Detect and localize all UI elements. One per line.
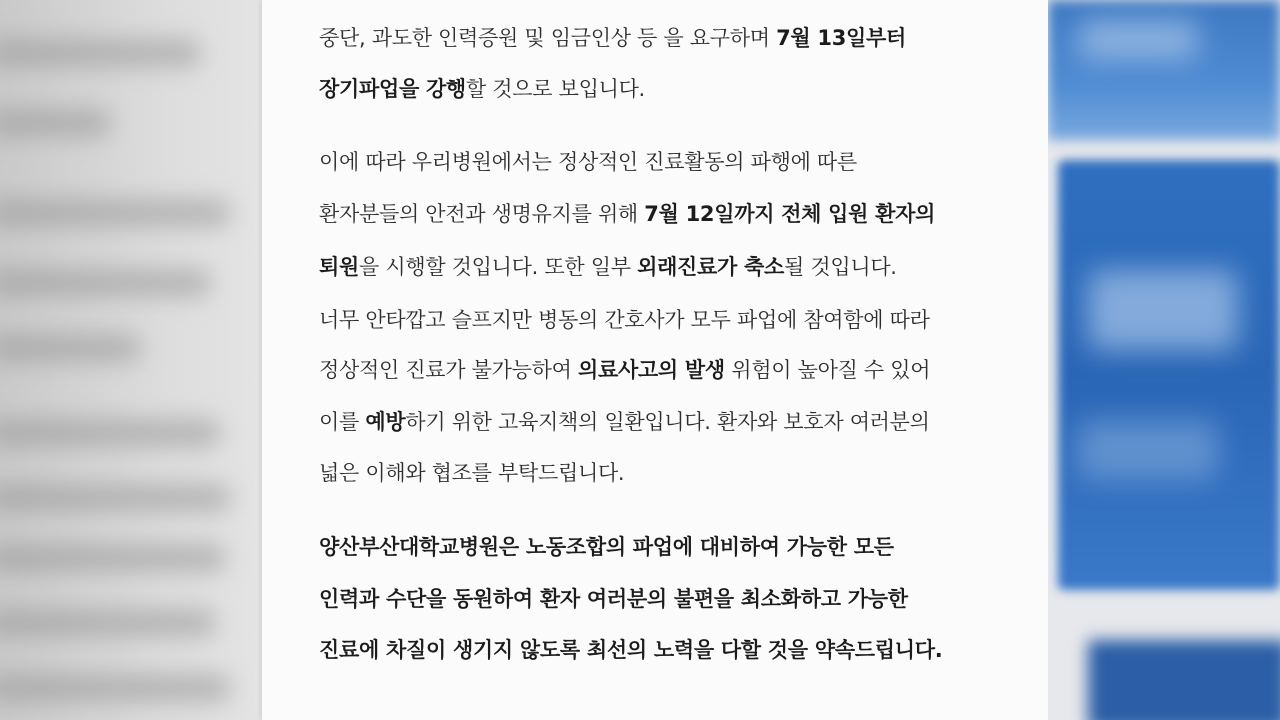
emphasized-text: 7월 12일까지 전체 입원 환자의 <box>644 202 936 226</box>
blurred-shape <box>1088 270 1238 350</box>
emphasized-text: 외래진료가 축소 <box>637 255 784 279</box>
blurred-text-line <box>0 335 140 361</box>
emphasized-text: 인력과 수단을 동원하여 환자 여러분의 불편을 최소화하고 가능한 <box>319 587 908 611</box>
blurred-text-line <box>0 610 215 636</box>
document-line <box>319 533 894 561</box>
document-line <box>319 636 942 664</box>
text-segment: 될 것입니다. <box>784 255 897 279</box>
text-segment: 할 것으로 보입니다. <box>465 77 645 101</box>
blurred-text-line <box>0 40 200 66</box>
text-segment: 넓은 이해와 협조를 부탁드립니다. <box>319 461 625 485</box>
blurred-shape <box>1078 420 1218 480</box>
blurred-blue-footer <box>1088 640 1280 720</box>
blurred-background-right <box>1048 0 1280 720</box>
text-segment: 하기 위한 고육지책의 일환입니다. 환자와 보호자 여러분의 <box>405 410 930 434</box>
blurred-text-line <box>0 110 110 136</box>
document-line <box>319 408 930 436</box>
blurred-text-line <box>0 545 225 571</box>
emphasized-text: 7월 13일부터 <box>776 26 906 50</box>
notice-document <box>262 0 1048 720</box>
emphasized-text: 의료사고의 발생 <box>577 358 725 382</box>
blurred-text-line <box>0 675 230 701</box>
document-line <box>319 148 857 176</box>
document-line <box>319 253 897 281</box>
document-line <box>319 585 908 613</box>
text-segment: 환자분들의 안전과 생명유지를 위해 <box>319 202 645 226</box>
blurred-background-left <box>0 0 262 720</box>
blurred-text-line <box>0 485 230 511</box>
emphasized-text: 퇴원 <box>319 255 359 279</box>
text-segment: 이를 <box>319 410 366 434</box>
emphasized-text: 양산부산대학교병원은 노동조합의 파업에 대비하여 가능한 모든 <box>319 535 894 559</box>
text-segment: 너무 안타깝고 슬프지만 병동의 간호사가 모두 파업에 참여함에 따라 <box>319 308 930 332</box>
text-segment: 을 시행할 것입니다. 또한 일부 <box>358 255 638 279</box>
text-segment: 위험이 높아질 수 있어 <box>724 358 931 382</box>
document-line <box>319 459 624 487</box>
text-segment: 정상적인 진료가 불가능하여 <box>319 358 578 382</box>
emphasized-text: 장기파업을 강행 <box>319 77 466 101</box>
blurred-text-line <box>0 270 210 296</box>
document-line <box>319 356 930 384</box>
document-line <box>319 200 935 228</box>
document-line <box>319 306 930 334</box>
text-segment: 이에 따라 우리병원에서는 정상적인 진료활동의 파행에 따른 <box>319 150 857 174</box>
blurred-text-line <box>0 420 220 446</box>
emphasized-text: 진료에 차질이 생기지 않도록 최선의 노력을 다할 것을 약속드립니다. <box>319 638 943 662</box>
text-segment: 중단, 과도한 인력증원 및 임금인상 등 을 요구하며 <box>319 26 777 50</box>
blurred-blue-panel <box>1058 160 1280 590</box>
blurred-shape <box>1078 20 1198 60</box>
document-line <box>319 75 645 103</box>
blurred-text-line <box>0 200 230 226</box>
document-line <box>319 24 906 52</box>
emphasized-text: 예방 <box>365 410 406 434</box>
